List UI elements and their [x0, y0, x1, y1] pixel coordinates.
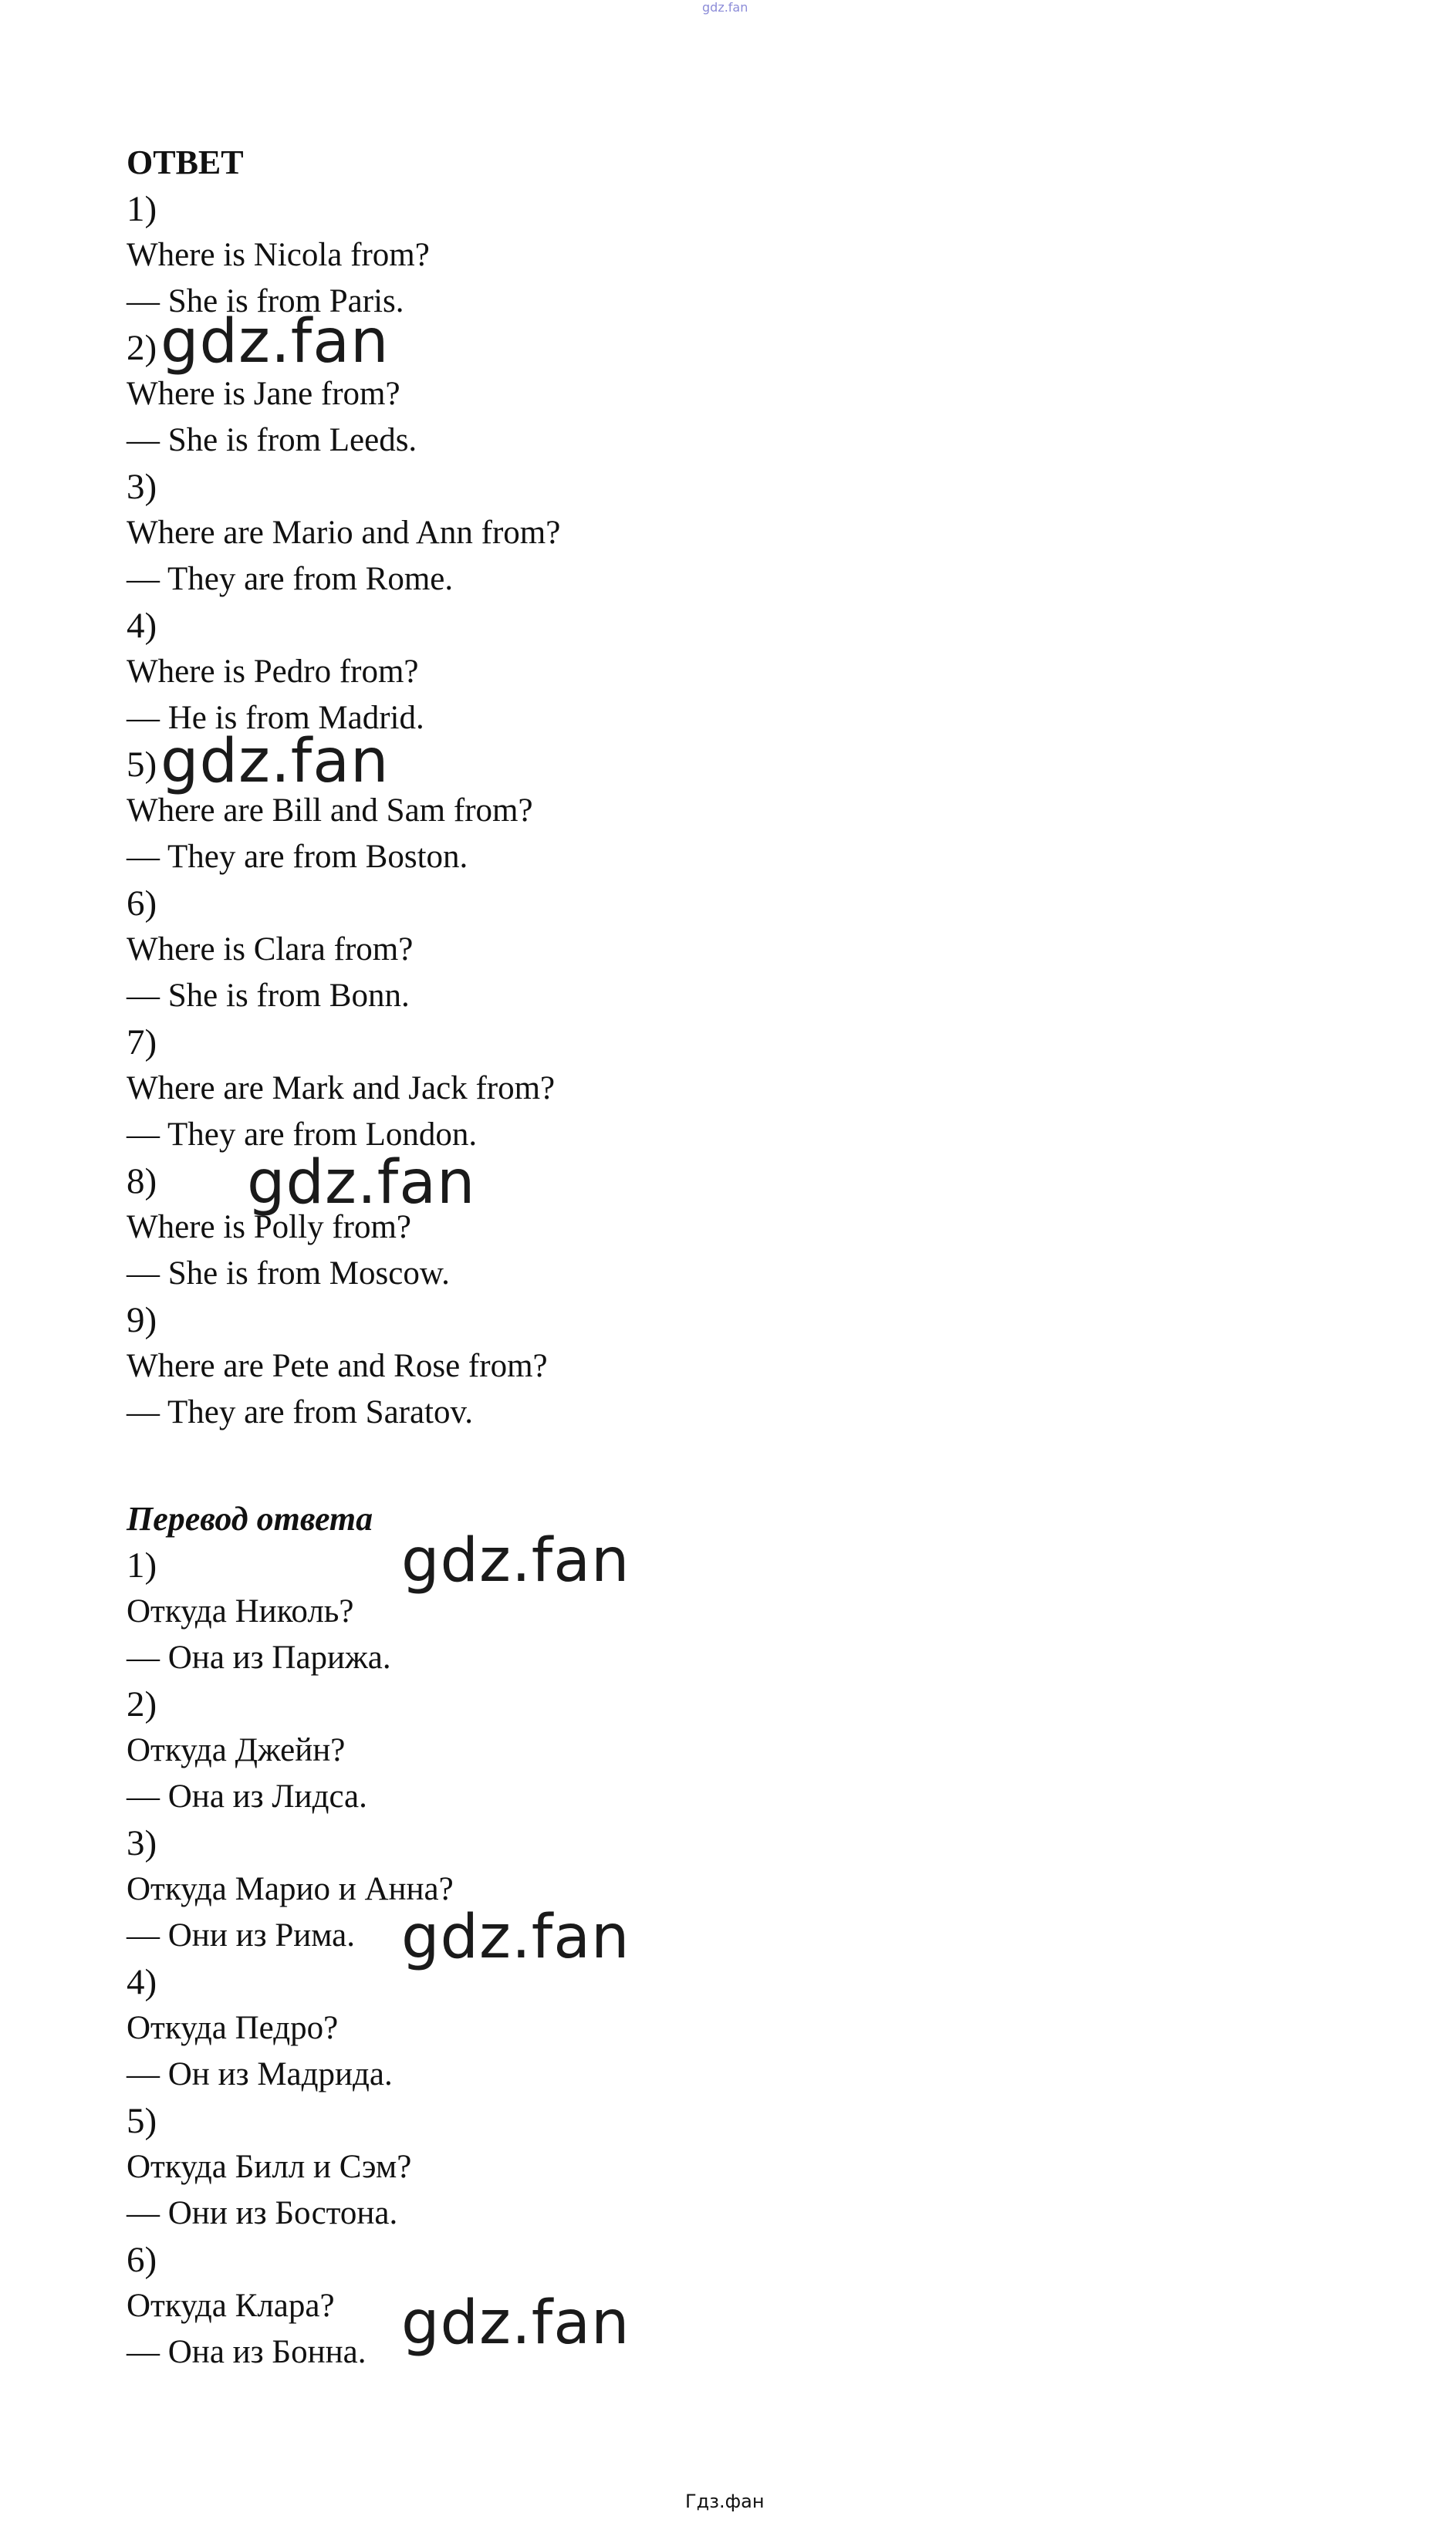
translation-reply: — Она из Бонна. — [127, 2334, 367, 2370]
translation-item-6 — [127, 2237, 1284, 2376]
answer-number: 2) — [127, 328, 157, 368]
answer-question: Where is Nicola from? — [127, 237, 430, 273]
answer-reply: — She is from Bonn. — [127, 978, 410, 1014]
answer-number: 3) — [127, 467, 157, 507]
translation-number: 2) — [127, 1684, 157, 1724]
answer-reply: — He is from Madrid. — [127, 700, 424, 736]
watermark: gdz.fan — [401, 1526, 630, 1596]
translation-question: Откуда Марио и Анна? — [127, 1871, 454, 1907]
page-footer: Гдз.фан — [685, 2491, 765, 2512]
answer-item-6 — [127, 880, 1284, 1019]
answer-number: 9) — [127, 1300, 157, 1340]
translation-item-2 — [127, 1681, 1284, 1820]
answer-item-1 — [127, 186, 1284, 325]
answer-question: Where are Mario and Ann from? — [127, 515, 561, 551]
watermark: gdz.fan — [160, 307, 390, 377]
answer-question: Where are Mark and Jack from? — [127, 1070, 556, 1106]
translation-question: Откуда Клара? — [127, 2288, 335, 2324]
translation-number: 1) — [127, 1545, 157, 1586]
answer-question: Where is Polly from? — [127, 1209, 411, 1245]
answer-question: Where are Pete and Rose from? — [127, 1348, 548, 1384]
answer-question: Where is Pedro from? — [127, 654, 419, 690]
translation-question: Откуда Педро? — [127, 2010, 339, 2046]
translation-question: Откуда Билл и Сэм? — [127, 2149, 412, 2185]
answer-reply: — She is from Paris. — [127, 283, 404, 319]
answer-reply: — She is from Leeds. — [127, 422, 417, 458]
answer-item-3 — [127, 464, 1284, 603]
answer-reply: — They are from London. — [127, 1116, 478, 1153]
answer-heading: ОТВЕТ — [127, 144, 244, 181]
answer-reply: — She is from Moscow. — [127, 1255, 450, 1292]
translation-number: 3) — [127, 1823, 157, 1863]
translation-number: 6) — [127, 2240, 157, 2280]
answer-reply: — They are from Rome. — [127, 561, 454, 597]
answer-item-7 — [127, 1019, 1284, 1158]
translation-item-1 — [127, 1542, 1284, 1681]
translation-reply: — Она из Лидса. — [127, 1778, 367, 1815]
top-watermark: gdz.fan — [702, 0, 748, 15]
translation-heading: Перевод ответа — [127, 1500, 373, 1538]
translation-item-4 — [127, 1959, 1284, 2098]
answer-number: 8) — [127, 1161, 157, 1201]
answer-number: 5) — [127, 745, 157, 785]
translation-number: 4) — [127, 1962, 157, 2002]
answer-number: 6) — [127, 883, 157, 924]
answer-number: 1) — [127, 189, 157, 229]
translation-reply: — Она из Парижа. — [127, 1640, 391, 1676]
translation-number: 5) — [127, 2101, 157, 2141]
watermark: gdz.fan — [401, 2288, 630, 2358]
translation-reply: — Они из Бостона. — [127, 2195, 398, 2231]
answer-number: 4) — [127, 606, 157, 646]
answer-reply: — They are from Saratov. — [127, 1394, 473, 1430]
translation-reply: — Они из Рима. — [127, 1917, 356, 1954]
answer-question: Where is Jane from? — [127, 376, 400, 412]
answer-question: Where is Clara from? — [127, 931, 414, 968]
translation-reply: — Он из Мадрида. — [127, 2056, 393, 2092]
answer-reply: — They are from Boston. — [127, 839, 468, 875]
translation-question: Откуда Николь? — [127, 1593, 354, 1630]
translation-question: Откуда Джейн? — [127, 1732, 346, 1768]
answer-document — [127, 140, 1284, 2376]
translation-item-3 — [127, 1820, 1284, 1959]
watermark: gdz.fan — [160, 727, 390, 796]
watermark: gdz.fan — [401, 1903, 630, 1972]
answer-number: 7) — [127, 1022, 157, 1062]
translation-item-5 — [127, 2098, 1284, 2237]
answer-item-9 — [127, 1297, 1284, 1436]
watermark: gdz.fan — [247, 1148, 476, 1218]
answer-item-4 — [127, 603, 1284, 741]
answer-question: Where are Bill and Sam from? — [127, 792, 533, 829]
